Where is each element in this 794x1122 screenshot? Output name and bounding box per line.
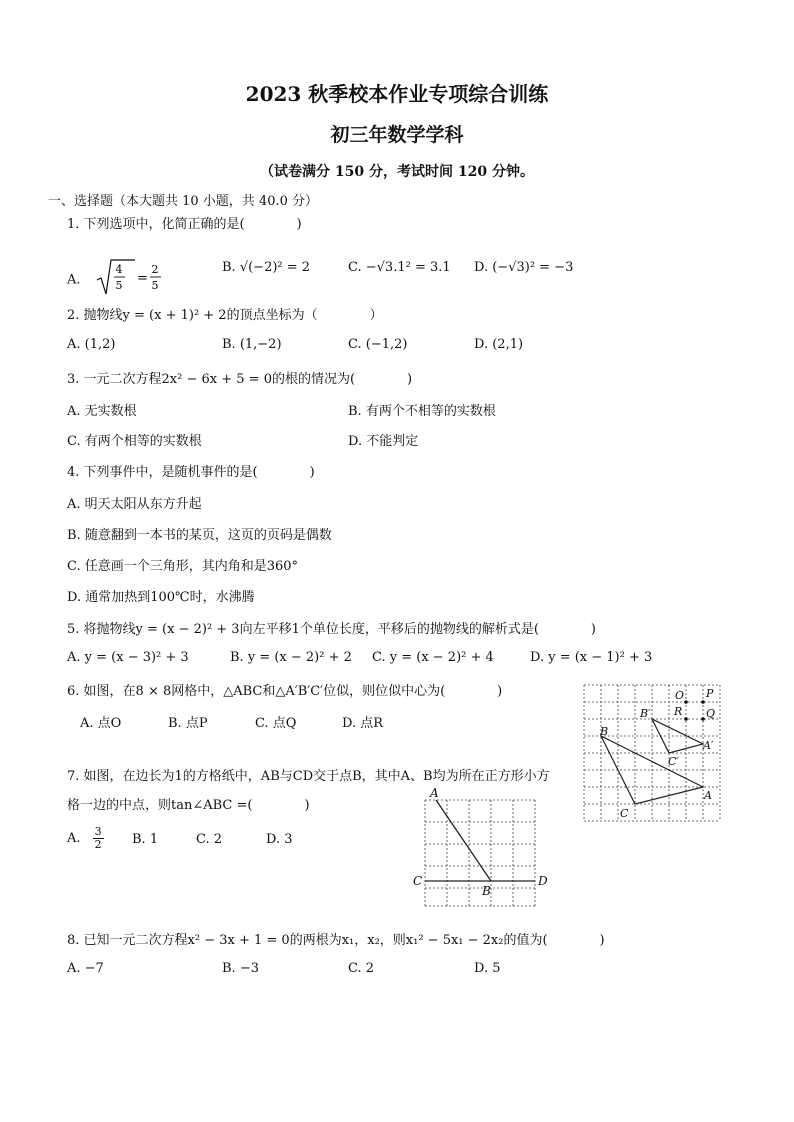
fraction [93,826,104,851]
point-p [701,700,705,704]
question-7-option-a [67,826,104,851]
exam-subject: 初三年数学学科 [330,124,464,146]
question-5-stem: 5. 将抛物线y = (x − 2)² + 3向左平移1个单位长度，平移后的抛物线的解析式是( ) [67,622,596,637]
question-1-option-d: D. (−√3)² = −3 [474,260,574,275]
question-3-option-c: C. 有两个相等的实数根 [67,434,202,449]
label-p: P [706,687,714,700]
label-a-prime: A′ [703,739,714,752]
question-1-stem: 1. 下列选项中，化简正确的是( ) [67,217,302,232]
point-q [701,717,705,721]
question-6-option-c: C. 点Q [255,716,297,731]
question-8-option-b: B. −3 [222,961,259,976]
label-q: Q [706,707,716,720]
question-6-option-a: A. 点O [80,716,122,731]
label-b-prime: B′ [640,707,651,720]
question-2-option-b: B. (1,−2) [222,337,282,352]
question-6-option-b: B. 点P [168,716,208,731]
question-2-option-a: A. (1,2) [67,337,116,352]
question-2-option-c: C. (−1,2) [348,337,408,352]
question-7-grid-figure [410,785,550,910]
question-6-option-d: D. 点R [342,716,384,731]
option-label: A. [67,831,81,846]
question-7-option-d: D. 3 [266,832,293,847]
question-6-grid-figure [582,683,722,823]
question-4-option-c: C. 任意画一个三角形，其内角和是360° [67,559,299,574]
question-3-option-b: B. 有两个不相等的实数根 [348,404,496,419]
point-o [684,700,688,704]
exam-title: 2023 秋季校本作业专项综合训练 [245,82,549,106]
question-6-stem: 6. 如图，在8 × 8网格中，△ABC和△A′B′C′位似，则位似中心为( ) [67,684,503,699]
radical-expression [95,258,165,302]
question-7-stem-line2: 格一边的中点，则tan∠ABC =( ) [67,798,310,813]
label-c: C [413,874,423,888]
question-1-option-b: B. √(−2)² = 2 [222,260,311,275]
label-o: O [675,689,685,702]
question-7-option-c: C. 2 [196,832,223,847]
question-4-option-a: A. 明天太阳从东方升起 [67,497,202,512]
numerator: 4 [115,263,123,276]
option-label: A. [67,272,81,288]
label-d: D [538,874,548,888]
question-3-stem: 3. 一元二次方程2x² − 6x + 5 = 0的根的情况为( ) [67,372,413,387]
question-8-option-a: A. −7 [67,961,104,976]
label-c: C [620,807,629,820]
sqrt-fraction-formula [95,258,165,298]
question-1-option-a [67,258,165,302]
question-2-stem: 2. 抛物线y = (x + 1)² + 2的顶点坐标为（ ） [67,308,383,323]
question-2-option-d: D. (2,1) [474,337,524,352]
label-b: B [482,884,491,898]
label-a: A [430,786,439,800]
question-5-option-b: B. y = (x − 2)² + 2 [230,650,352,665]
question-7-stem-line1: 7. 如图，在边长为1的方格纸中，AB与CD交于点B，其中A、B均为所在正方形小方 [67,769,550,784]
question-8-stem: 8. 已知一元二次方程x² − 3x + 1 = 0的两根为x₁，x₂，则x₁² − 5x₁ − 2x₂的值为( ) [67,933,605,948]
question-4-option-b: B. 随意翻到一本书的某页，这页的页码是偶数 [67,528,332,543]
question-7-option-b: B. 1 [132,832,159,847]
svg-text:=: = [136,271,148,286]
question-5-option-a: A. y = (x − 3)² + 3 [67,650,189,665]
question-3-option-d: D. 不能判定 [348,434,419,449]
question-3-option-a: A. 无实数根 [67,404,137,419]
label-a: A [704,789,712,802]
question-1-option-c: C. −√3.1² = 3.1 [348,260,451,275]
question-5-option-d: D. y = (x − 1)² + 3 [530,650,653,665]
exam-note: （试卷满分 150 分，考试时间 120 分钟。 [260,164,534,180]
question-4-option-d: D. 通常加热到100℃时，水沸腾 [67,590,255,605]
question-4-stem: 4. 下列事件中，是随机事件的是( ) [67,465,315,480]
point-r [684,717,688,721]
result-numerator: 2 [151,263,159,276]
question-8-option-d: D. 5 [474,961,501,976]
question-8-option-c: C. 2 [348,961,375,976]
denominator: 5 [115,279,123,292]
section-heading: 一、选择题（本大题共 10 小题，共 40.0 分） [48,194,319,209]
fraction-denominator: 2 [94,838,102,851]
fraction-numerator: 3 [94,825,102,838]
label-b: B [600,725,609,738]
label-c-prime: C′ [668,755,679,768]
question-5-option-c: C. y = (x − 2)² + 4 [372,650,494,665]
segment-ab [436,800,491,881]
result-denominator: 5 [151,279,159,292]
label-r: R [674,705,683,718]
